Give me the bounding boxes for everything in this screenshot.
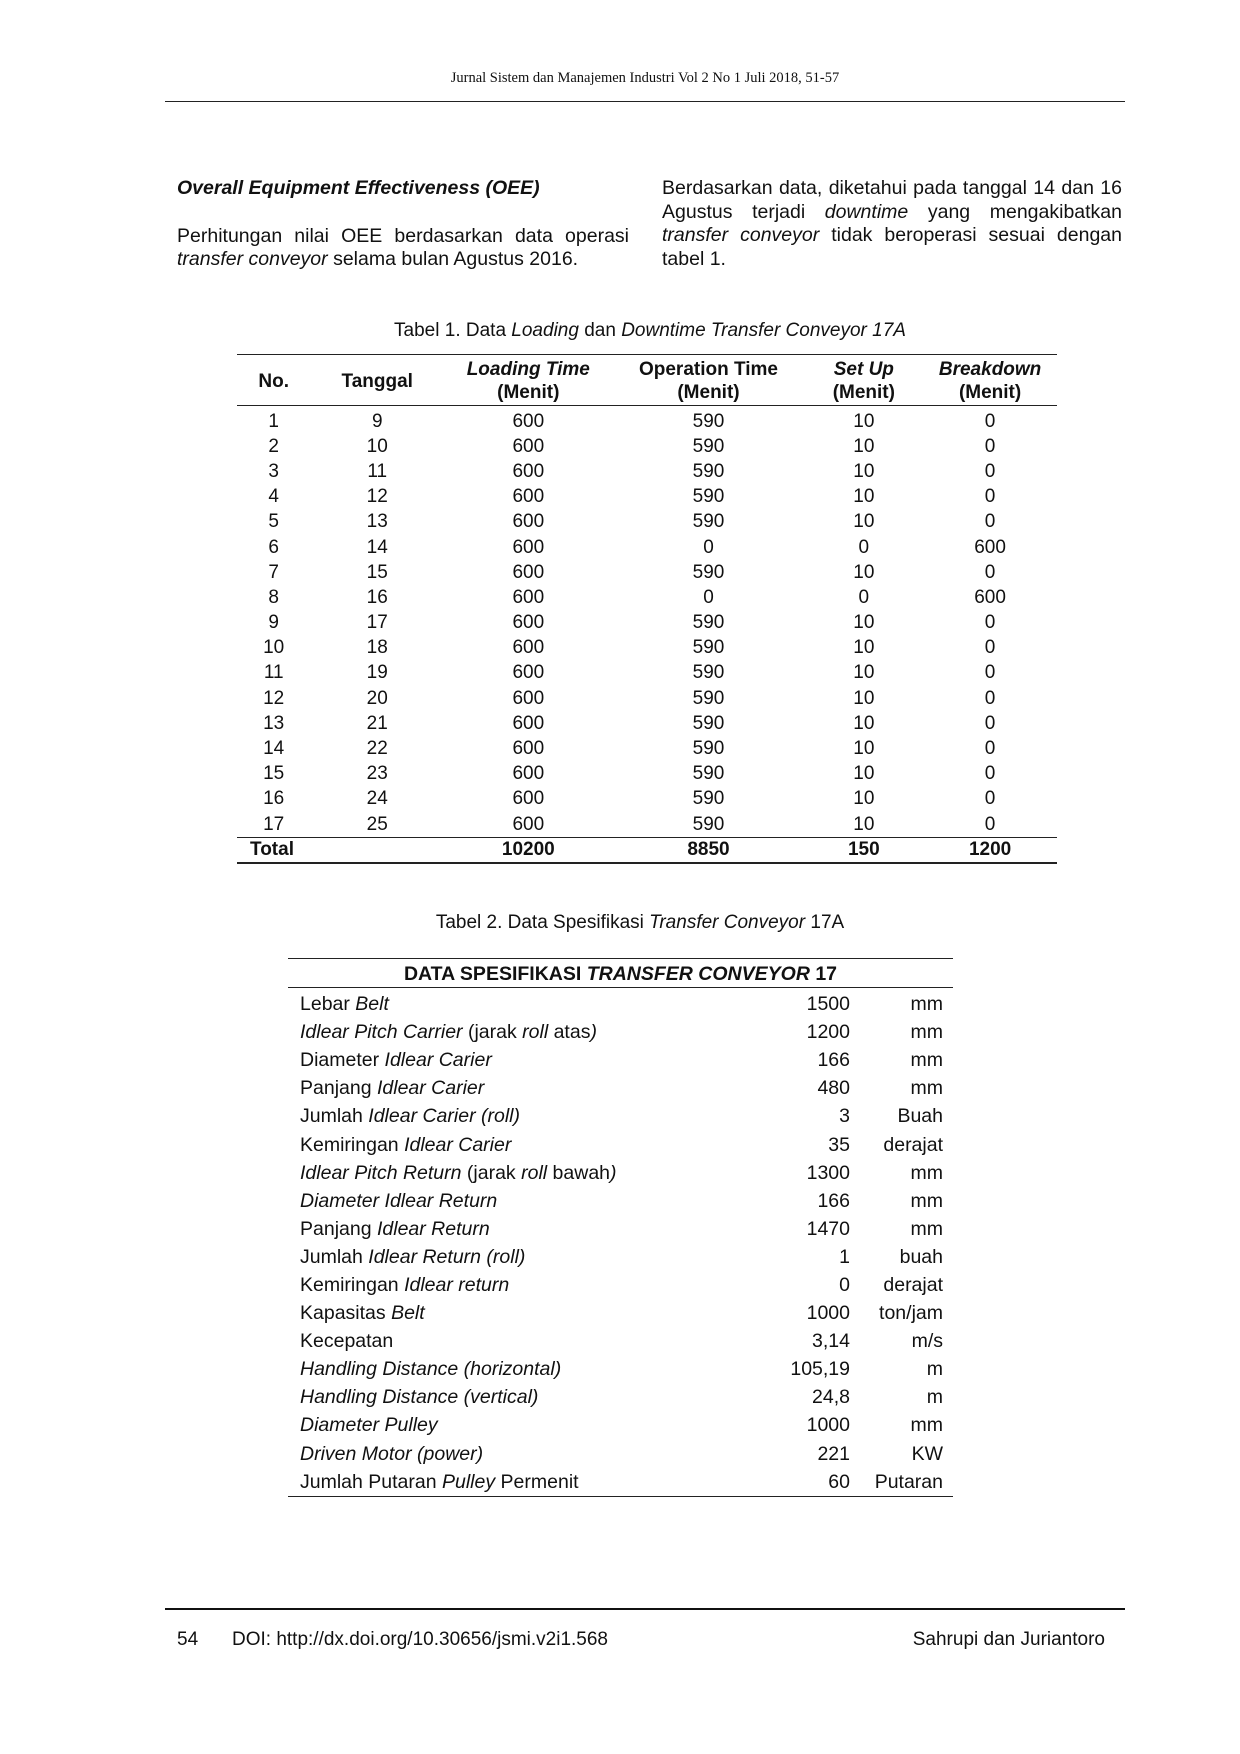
cell-operation-time: 590 bbox=[692, 561, 725, 583]
cell-breakdown: 0 bbox=[984, 612, 996, 634]
cell-set-up: 0 bbox=[858, 586, 870, 608]
text-run: Diameter Idlear Return bbox=[300, 1189, 498, 1212]
cell-loading-time: 600 bbox=[512, 536, 545, 558]
cell-tanggal: 22 bbox=[366, 738, 388, 760]
footer-authors: Sahrupi dan Juriantoro bbox=[912, 1629, 1105, 1650]
cell-breakdown: 600 bbox=[974, 536, 1006, 558]
conveyor-spec-table bbox=[288, 958, 953, 1497]
text-run: Handling Distance (vertical) bbox=[300, 1386, 539, 1409]
spec-unit: m bbox=[926, 1358, 943, 1381]
cell-no: 13 bbox=[263, 712, 285, 734]
cell-operation-time: 590 bbox=[692, 788, 725, 810]
cell-breakdown: 0 bbox=[984, 788, 996, 810]
text-run: Panjang bbox=[300, 1077, 377, 1100]
spec-value: 1200 bbox=[806, 1021, 850, 1044]
table-row bbox=[237, 585, 1057, 610]
cell-set-up: 10 bbox=[853, 486, 875, 508]
text-run: tidak beroperasi sesuai dengan tabel 1. bbox=[662, 224, 1122, 270]
footer-rule bbox=[165, 1608, 1125, 1610]
cell-breakdown: 0 bbox=[984, 486, 996, 508]
total-breakdown: 1200 bbox=[968, 839, 1012, 861]
table-row bbox=[237, 711, 1057, 736]
cell-loading-time: 600 bbox=[512, 460, 545, 482]
spec-row bbox=[288, 1046, 953, 1074]
spec-row bbox=[288, 1187, 953, 1215]
cell-loading-time: 600 bbox=[512, 586, 545, 608]
section-heading: Overall Equipment Effectiveness (OEE) bbox=[177, 177, 540, 199]
cell-loading-time: 600 bbox=[512, 486, 545, 508]
cell-operation-time: 0 bbox=[703, 536, 714, 558]
spec-parameter bbox=[288, 1440, 740, 1468]
table-row bbox=[237, 661, 1057, 686]
spec-row bbox=[288, 1018, 953, 1046]
text-run: (jarak bbox=[467, 1021, 523, 1044]
spec-parameter bbox=[288, 1411, 740, 1439]
text-run: Jumlah bbox=[300, 1105, 369, 1128]
spec-unit: KW bbox=[911, 1442, 943, 1465]
spec-parameter bbox=[288, 1130, 740, 1158]
cell-no: 14 bbox=[263, 738, 285, 760]
text-run: roll bbox=[521, 1161, 548, 1184]
text-run: Kecepatan bbox=[300, 1330, 394, 1353]
cell-no: 9 bbox=[268, 612, 279, 634]
spec-value: 480 bbox=[817, 1077, 850, 1100]
cell-set-up: 10 bbox=[853, 712, 875, 734]
cell-loading-time: 600 bbox=[512, 561, 545, 583]
text-run: TRANSFER CONVEYOR bbox=[586, 963, 810, 985]
spec-unit: m/s bbox=[911, 1330, 943, 1353]
header-label: Loading Time bbox=[466, 359, 590, 380]
spec-row bbox=[288, 1299, 953, 1327]
cell-loading-time: 600 bbox=[512, 637, 545, 659]
cell-loading-time: 600 bbox=[512, 612, 545, 634]
cell-loading-time: 600 bbox=[512, 687, 545, 709]
cell-no: 5 bbox=[268, 511, 279, 533]
cell-set-up: 10 bbox=[853, 511, 875, 533]
table-row bbox=[237, 812, 1057, 838]
text-run: Driven Motor (power) bbox=[300, 1442, 484, 1465]
spec-row bbox=[288, 1411, 953, 1439]
header-label: Set Up bbox=[833, 359, 894, 380]
cell-tanggal: 25 bbox=[366, 813, 388, 835]
cell-set-up: 10 bbox=[853, 410, 875, 432]
cell-tanggal: 9 bbox=[371, 410, 383, 432]
spec-row bbox=[288, 1383, 953, 1411]
cell-loading-time: 600 bbox=[512, 738, 545, 760]
spec-unit: derajat bbox=[883, 1133, 943, 1156]
text-run: Jumlah bbox=[300, 1245, 369, 1268]
text-run: Idlear Return (roll) bbox=[368, 1245, 526, 1268]
cell-breakdown: 0 bbox=[984, 712, 996, 734]
spec-unit: mm bbox=[910, 1021, 943, 1044]
text-run: Idlear return bbox=[404, 1273, 510, 1296]
cell-operation-time: 590 bbox=[692, 738, 725, 760]
table-2-header-row bbox=[288, 959, 953, 988]
cell-operation-time: 0 bbox=[703, 586, 714, 608]
cell-set-up: 10 bbox=[853, 813, 875, 835]
cell-breakdown: 0 bbox=[984, 435, 996, 457]
table-row bbox=[237, 560, 1057, 585]
table-row bbox=[237, 762, 1057, 787]
cell-tanggal: 17 bbox=[366, 612, 388, 634]
cell-tanggal: 23 bbox=[366, 763, 388, 785]
text-run: 17A bbox=[805, 912, 845, 933]
spec-unit: derajat bbox=[883, 1273, 943, 1296]
text-run: ) bbox=[610, 1161, 617, 1184]
cell-tanggal: 16 bbox=[366, 586, 388, 608]
spec-parameter bbox=[288, 1243, 740, 1271]
cell-operation-time: 590 bbox=[692, 712, 725, 734]
cell-loading-time: 600 bbox=[512, 763, 545, 785]
cell-no: 11 bbox=[263, 662, 284, 684]
table-1-caption bbox=[240, 320, 1060, 342]
spec-value: 60 bbox=[828, 1470, 850, 1493]
cell-operation-time: 590 bbox=[692, 511, 725, 533]
text-run: roll bbox=[522, 1021, 549, 1044]
text-run: ) bbox=[590, 1021, 597, 1044]
table-1-header-row bbox=[237, 355, 1057, 406]
cell-breakdown: 0 bbox=[984, 637, 996, 659]
cell-breakdown: 600 bbox=[974, 586, 1006, 608]
cell-set-up: 10 bbox=[853, 637, 875, 659]
table-row bbox=[237, 636, 1057, 661]
cell-operation-time: 590 bbox=[692, 662, 725, 684]
spec-parameter bbox=[288, 1159, 740, 1187]
spec-value: 1 bbox=[839, 1245, 850, 1268]
spec-parameter bbox=[288, 1299, 740, 1327]
table-row bbox=[237, 459, 1057, 484]
spec-value: 1500 bbox=[806, 993, 850, 1016]
cell-tanggal: 24 bbox=[366, 788, 388, 810]
text-run: Idlear Pitch Return bbox=[300, 1161, 467, 1184]
spec-unit: ton/jam bbox=[879, 1302, 943, 1325]
spec-value: 105,19 bbox=[790, 1358, 850, 1381]
header-label: Breakdown bbox=[938, 359, 1042, 380]
text-run: Belt bbox=[391, 1302, 425, 1325]
text-run: transfer conveyor bbox=[662, 224, 820, 246]
text-run: Diameter bbox=[300, 1049, 385, 1072]
spec-unit: mm bbox=[910, 1161, 943, 1184]
text-run: Kapasitas bbox=[300, 1302, 392, 1325]
text-run: Berdasarkan data, diketahui pada tanggal 14 dan 16 Agustus terjadi bbox=[662, 177, 1122, 223]
cell-set-up: 10 bbox=[853, 687, 875, 709]
spec-value: 166 bbox=[817, 1189, 850, 1212]
table-1-total-row bbox=[237, 838, 1057, 864]
cell-no: 16 bbox=[263, 788, 285, 810]
right-paragraph bbox=[662, 177, 1122, 271]
spec-value: 3,14 bbox=[812, 1330, 850, 1353]
spec-value: 1000 bbox=[806, 1302, 850, 1325]
text-run: Idlear Carier bbox=[376, 1077, 485, 1100]
cell-tanggal: 14 bbox=[366, 536, 388, 558]
cell-set-up: 10 bbox=[853, 612, 875, 634]
table-row bbox=[237, 406, 1057, 435]
cell-tanggal: 19 bbox=[366, 662, 388, 684]
cell-set-up: 10 bbox=[853, 460, 875, 482]
cell-breakdown: 0 bbox=[984, 763, 996, 785]
header-unit: (Menit) bbox=[677, 382, 740, 403]
cell-breakdown: 0 bbox=[984, 687, 996, 709]
text-run: bawah bbox=[547, 1161, 611, 1184]
cell-no: 2 bbox=[268, 435, 279, 457]
table-row bbox=[237, 787, 1057, 812]
spec-row bbox=[288, 1215, 953, 1243]
spec-parameter bbox=[288, 1102, 740, 1130]
table-row bbox=[237, 736, 1057, 761]
spec-value: 221 bbox=[817, 1442, 850, 1465]
right-column bbox=[662, 177, 1122, 271]
text-run: downtime bbox=[824, 200, 909, 223]
text-run: Handling Distance (horizontal) bbox=[300, 1358, 562, 1381]
text-run: Jumlah Putaran bbox=[300, 1470, 442, 1493]
table-row bbox=[237, 611, 1057, 636]
cell-loading-time: 600 bbox=[512, 410, 545, 432]
cell-breakdown: 0 bbox=[984, 561, 996, 583]
text-run: Belt bbox=[355, 993, 389, 1016]
header-unit: (Menit) bbox=[958, 382, 1022, 403]
spec-unit: m bbox=[926, 1386, 943, 1409]
table-row bbox=[237, 686, 1057, 711]
cell-operation-time: 590 bbox=[692, 435, 725, 457]
spec-row bbox=[288, 1243, 953, 1271]
cell-breakdown: 0 bbox=[984, 738, 996, 760]
spec-unit: Putaran bbox=[874, 1470, 943, 1493]
cell-set-up: 10 bbox=[853, 788, 875, 810]
cell-tanggal: 12 bbox=[366, 486, 388, 508]
text-run: Permenit bbox=[495, 1470, 579, 1493]
cell-no: 6 bbox=[268, 536, 279, 558]
spec-parameter bbox=[288, 1327, 740, 1355]
text-run: Panjang bbox=[300, 1217, 377, 1240]
header-label: No. bbox=[258, 370, 289, 392]
cell-set-up: 10 bbox=[853, 561, 875, 583]
cell-tanggal: 18 bbox=[366, 637, 388, 659]
left-column bbox=[177, 177, 629, 272]
cell-loading-time: 600 bbox=[512, 662, 545, 684]
text-run: transfer conveyor bbox=[177, 248, 328, 270]
total-tanggal bbox=[310, 838, 444, 864]
cell-set-up: 10 bbox=[853, 738, 875, 760]
spec-value: 166 bbox=[817, 1049, 850, 1072]
spec-unit: mm bbox=[910, 1217, 943, 1240]
spec-value: 24,8 bbox=[812, 1386, 850, 1409]
text-run: atas bbox=[548, 1021, 591, 1044]
text-run: Idlear Carier bbox=[404, 1133, 512, 1156]
spec-unit: buah bbox=[899, 1245, 943, 1268]
cell-operation-time: 590 bbox=[692, 637, 725, 659]
header-loading-time bbox=[444, 355, 612, 406]
spec-unit: mm bbox=[910, 1077, 943, 1100]
spec-row bbox=[288, 1271, 953, 1299]
table-2-body bbox=[288, 988, 953, 1497]
spec-unit: mm bbox=[910, 1189, 943, 1212]
text-run: Idlear Carier bbox=[384, 1049, 492, 1072]
cell-operation-time: 590 bbox=[692, 410, 725, 432]
cell-tanggal: 11 bbox=[367, 460, 388, 482]
spec-value: 35 bbox=[828, 1133, 850, 1156]
table-row bbox=[237, 535, 1057, 560]
text-run: yang mengakibatkan bbox=[908, 200, 1122, 223]
text-run: DATA SPESIFIKASI bbox=[403, 963, 587, 985]
left-paragraph bbox=[177, 225, 629, 272]
spec-row bbox=[288, 988, 953, 1019]
cell-tanggal: 15 bbox=[366, 561, 388, 583]
header-operation-time bbox=[612, 355, 804, 406]
header-tanggal bbox=[310, 355, 444, 406]
cell-loading-time: 600 bbox=[512, 813, 545, 835]
cell-breakdown: 0 bbox=[984, 662, 996, 684]
cell-breakdown: 0 bbox=[984, 511, 996, 533]
text-run: Pulley bbox=[442, 1470, 496, 1493]
header-set-up bbox=[805, 355, 924, 406]
cell-loading-time: 600 bbox=[512, 435, 545, 457]
cell-set-up: 0 bbox=[858, 536, 870, 558]
doi-link[interactable]: DOI: http://dx.doi.org/10.30656/jsmi.v2i1.568 bbox=[232, 1629, 608, 1650]
spec-row bbox=[288, 1159, 953, 1187]
spec-parameter bbox=[288, 1187, 740, 1215]
cell-tanggal: 20 bbox=[366, 687, 388, 709]
spec-value: 1000 bbox=[806, 1414, 850, 1437]
total-operation-time: 8850 bbox=[687, 839, 730, 861]
spec-value: 1470 bbox=[806, 1217, 850, 1240]
text-run: Lebar bbox=[300, 993, 356, 1016]
spec-parameter bbox=[288, 1355, 740, 1383]
spec-parameter bbox=[288, 1468, 740, 1497]
cell-no: 7 bbox=[268, 561, 279, 583]
spec-row bbox=[288, 1102, 953, 1130]
spec-value: 0 bbox=[839, 1273, 850, 1296]
cell-breakdown: 0 bbox=[984, 410, 996, 432]
cell-operation-time: 590 bbox=[692, 460, 725, 482]
cell-loading-time: 600 bbox=[512, 511, 545, 533]
cell-tanggal: 10 bbox=[366, 435, 388, 457]
header-rule bbox=[165, 101, 1125, 102]
table-2-caption bbox=[290, 912, 990, 934]
total-set-up: 150 bbox=[847, 839, 880, 861]
spec-parameter bbox=[288, 1074, 740, 1102]
spec-table-title bbox=[288, 959, 953, 988]
text-run: Transfer Conveyor bbox=[649, 912, 806, 933]
spec-row bbox=[288, 1468, 953, 1497]
loading-downtime-table bbox=[237, 354, 1057, 864]
total-label: Total bbox=[250, 839, 294, 861]
cell-breakdown: 0 bbox=[984, 813, 996, 835]
cell-operation-time: 590 bbox=[692, 813, 725, 835]
text-run: Loading bbox=[511, 320, 579, 341]
cell-no: 4 bbox=[268, 486, 279, 508]
text-run: Downtime Transfer Conveyor 17A bbox=[621, 320, 906, 341]
cell-set-up: 10 bbox=[853, 435, 875, 457]
spec-row bbox=[288, 1355, 953, 1383]
table-1-body bbox=[237, 406, 1057, 838]
spec-parameter bbox=[288, 1271, 740, 1299]
spec-row bbox=[288, 1074, 953, 1102]
cell-tanggal: 13 bbox=[366, 511, 388, 533]
cell-operation-time: 590 bbox=[692, 612, 725, 634]
text-run: Tabel 2. Data Spesifikasi bbox=[435, 912, 650, 933]
header-unit: (Menit) bbox=[832, 382, 895, 403]
spec-unit: mm bbox=[910, 993, 943, 1016]
total-loading-time: 10200 bbox=[501, 839, 555, 861]
cell-no: 1 bbox=[268, 410, 279, 432]
table-row bbox=[237, 510, 1057, 535]
header-no bbox=[237, 355, 310, 406]
spec-row bbox=[288, 1130, 953, 1158]
text-run: dan bbox=[578, 320, 622, 341]
header-breakdown bbox=[923, 355, 1057, 406]
text-run: Idlear Return bbox=[376, 1217, 490, 1240]
spec-unit: mm bbox=[910, 1049, 943, 1072]
spec-row bbox=[288, 1327, 953, 1355]
spec-value: 3 bbox=[839, 1105, 850, 1128]
text-run: Diameter Pulley bbox=[300, 1414, 438, 1437]
cell-operation-time: 590 bbox=[692, 687, 725, 709]
cell-no: 12 bbox=[263, 687, 285, 709]
spec-unit: mm bbox=[910, 1414, 943, 1437]
text-run: Idlear Carier (roll) bbox=[368, 1105, 520, 1128]
text-run: Perhitungan nilai OEE berdasarkan data operasi bbox=[177, 224, 629, 247]
cell-tanggal: 21 bbox=[366, 712, 388, 734]
cell-breakdown: 0 bbox=[984, 460, 996, 482]
text-run: selama bulan Agustus 2016. bbox=[327, 248, 579, 270]
spec-unit: Buah bbox=[897, 1105, 943, 1128]
text-run: Kemiringan bbox=[300, 1133, 405, 1156]
cell-no: 10 bbox=[263, 637, 285, 659]
table-row bbox=[237, 485, 1057, 510]
spec-parameter bbox=[288, 1018, 740, 1046]
cell-no: 3 bbox=[268, 460, 279, 482]
cell-no: 15 bbox=[263, 763, 285, 785]
cell-no: 8 bbox=[268, 586, 279, 608]
header-label: Operation Time bbox=[638, 359, 778, 380]
spec-parameter bbox=[288, 1383, 740, 1411]
text-run: Kemiringan bbox=[300, 1273, 405, 1296]
cell-set-up: 10 bbox=[853, 662, 875, 684]
spec-parameter bbox=[288, 1046, 740, 1074]
cell-operation-time: 590 bbox=[692, 486, 725, 508]
cell-loading-time: 600 bbox=[512, 712, 545, 734]
spec-value: 1300 bbox=[806, 1161, 850, 1184]
page-number: 54 bbox=[177, 1629, 199, 1650]
cell-set-up: 10 bbox=[853, 763, 875, 785]
text-run: Idlear Pitch Carrier bbox=[300, 1021, 468, 1044]
cell-operation-time: 590 bbox=[692, 763, 725, 785]
text-run: 17 bbox=[809, 963, 838, 985]
cell-no: 17 bbox=[263, 813, 285, 835]
header-label: Tanggal bbox=[341, 370, 413, 392]
table-row bbox=[237, 434, 1057, 459]
text-run: (jarak bbox=[466, 1161, 522, 1184]
header-unit: (Menit) bbox=[497, 382, 560, 403]
running-header: Jurnal Sistem dan Manajemen Industri Vol 2 No 1 Juli 2018, 51-57 bbox=[450, 70, 840, 86]
text-run: Tabel 1. Data bbox=[394, 320, 512, 341]
spec-row bbox=[288, 1440, 953, 1468]
spec-parameter bbox=[288, 988, 740, 1019]
cell-loading-time: 600 bbox=[512, 788, 545, 810]
spec-parameter bbox=[288, 1215, 740, 1243]
